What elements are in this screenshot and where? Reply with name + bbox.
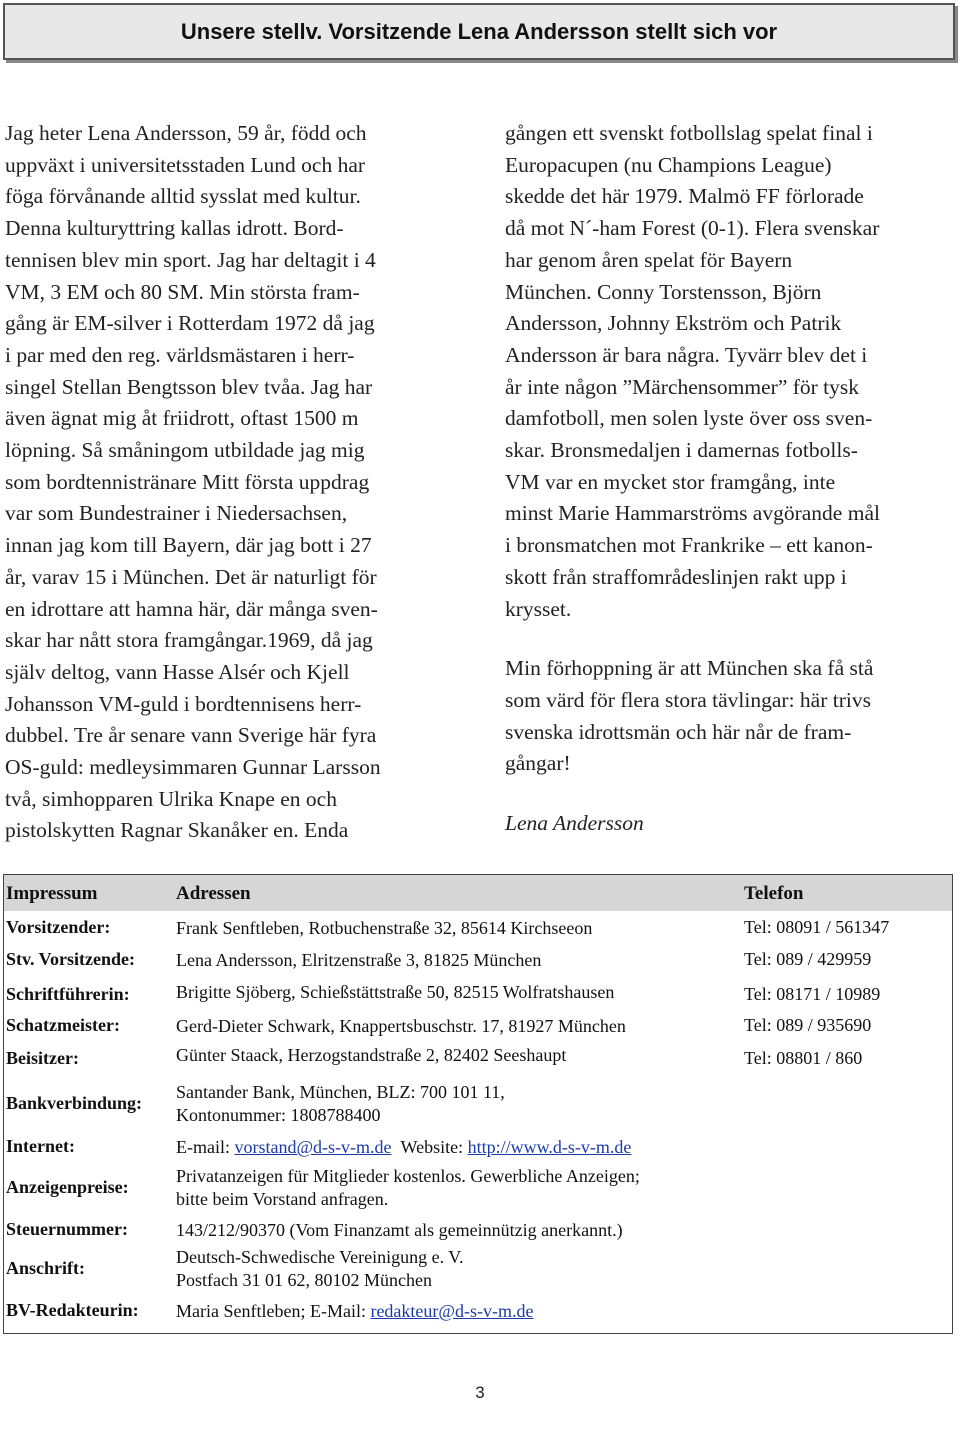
row-phone: Tel: 089 / 429959	[744, 949, 872, 969]
row-address: Brigitte Sjöberg, Schießstättstraße 50, 82515 Wolfratshausen	[176, 982, 615, 1002]
row-phone: Tel: 08801 / 860	[744, 1048, 863, 1068]
row-label: Schriftführerin:	[6, 984, 130, 1004]
row-address-line1: Santander Bank, München, BLZ: 700 101 11,	[176, 1082, 505, 1102]
row-address	[176, 1300, 533, 1323]
article-right-column	[505, 118, 955, 840]
row-address-line1: Deutsch-Schwedische Vereinigung e. V.	[176, 1247, 464, 1267]
row-label: Anschrift:	[6, 1258, 85, 1278]
row-label: Internet:	[6, 1136, 75, 1156]
row-phone: Tel: 08091 / 561347	[744, 917, 890, 937]
email-link[interactable]: vorstand@d-s-v-m.de	[234, 1137, 392, 1157]
article-paragraph-right-2: Min förhoppning är att München ska få stå som värd för flera stora tävlingar: här trivs svenska idrottsmän och här når de fram- gångar!	[505, 656, 874, 776]
article-left-column	[5, 118, 475, 847]
row-label: Anzeigenpreise:	[6, 1177, 129, 1197]
row-address: Lena Andersson, Elritzenstraße 3, 81825 München	[176, 950, 542, 970]
article-paragraph-left: Jag heter Lena Andersson, 59 år, född och uppväxt i universitetsstaden Lund och har föga förvånande alltid sysslat med kultur. Denna kulturyttring kallas idrott. Bord- tennisen blev min sport. Jag har deltagit i 4 VM, 3 EM och 80 SM. Min största fram- gång är EM-silver i Rotterdam 1972 då jag i par med den reg. världsmästaren i herr- singel Stellan Bengtsson blev tvåa. Jag har även ägnat mig åt friidrott, oftast 1500 m löpning. Så småningom utbildade jag mig som bordtennistränare Mitt första uppdrag var som Bundestrainer i Niedersachsen, innan jag kom till Bayern, där jag bott i 27 år, varav 15 i München. Det är naturligt för en idrottare att hamna här, där många sven- skar har nått stora framgångar.1969, då jag själv deltog, vann Hasse Alsér och Kjell Johansson VM-guld i bordtennisens herr- dubbel. Tre år senare vann Sverige här fyra OS-guld: medleysimmaren Gunnar Larsson två, simhopparen Ulrika Knape en och pistolskytten Ragnar Skanåker en. Enda	[5, 121, 381, 843]
website-prefix: Website:	[400, 1137, 468, 1157]
row-address-line2: Postfach 31 01 62, 80102 München	[176, 1270, 432, 1290]
row-address-line2: Kontonummer: 1808788400	[176, 1105, 381, 1125]
title-banner	[3, 3, 955, 60]
row-phone: Tel: 08171 / 10989	[744, 984, 881, 1004]
row-label: Beisitzer:	[6, 1048, 79, 1068]
email-prefix: E-mail:	[176, 1137, 235, 1157]
row-address: Frank Senftleben, Rotbuchenstraße 32, 85614 Kirchseeon	[176, 918, 593, 938]
article-paragraph-right-1: gången ett svenskt fotbollslag spelat final i Europacupen (nu Champions League) skedde det här 1979. Malmö FF förlorade då mot N´-ham Forest (0-1). Flera svenskar har genom åren spelat för Bayern München. Conny Torstensson, Björn Andersson, Johnny Ekström och Patrik Andersson är bara några. Tyvärr blev det i år inte någon ”Märchensommer” för tysk damfotboll, men solen lyste över oss sven- skar. Bronsmedaljen i damernas fotbolls- VM var en mycket stor framgång, inte minst Marie Hammarströms avgörande mål i bronsmatchen mot Frankrike – ett kanon- skott från straffområdeslinjen rakt upp i krysset.	[505, 121, 880, 621]
row-label: Steuernummer:	[6, 1219, 128, 1239]
article-signature: Lena Andersson	[505, 811, 644, 836]
impressum-header-label: Impressum	[6, 883, 98, 904]
row-label: Vorsitzender:	[6, 917, 111, 937]
impressum-table	[3, 874, 953, 1334]
row-label: Schatzmeister:	[6, 1015, 120, 1035]
editor-prefix: Maria Senftleben; E-Mail:	[176, 1301, 371, 1321]
row-label: Bankverbindung:	[6, 1093, 143, 1113]
row-address	[176, 1136, 631, 1159]
row-address: 143/212/90370 (Vom Finanzamt als gemeinnützig anerkannt.)	[176, 1220, 623, 1240]
page-title: Unsere stellv. Vorsitzende Lena Andersson stellt sich vor	[180, 18, 778, 44]
impressum-header-row	[4, 875, 952, 911]
editor-email-link[interactable]: redakteur@d-s-v-m.de	[370, 1301, 534, 1321]
website-link[interactable]: http://www.d-s-v-m.de	[467, 1137, 632, 1157]
row-label: BV-Redakteurin:	[6, 1300, 139, 1320]
row-phone: Tel: 089 / 935690	[744, 1015, 872, 1035]
impressum-header-address: Adressen	[176, 883, 251, 904]
impressum-header-phone: Telefon	[744, 883, 804, 904]
row-address-line1: Privatanzeigen für Mitglieder kostenlos. Gewerbliche Anzeigen;	[176, 1166, 640, 1186]
page-number: 3	[475, 1383, 485, 1402]
row-label: Stv. Vorsitzende:	[6, 949, 136, 969]
row-address: Günter Staack, Herzogstandstraße 2, 82402 Seeshaupt	[176, 1045, 567, 1065]
row-address-line2: bitte beim Vorstand anfragen.	[176, 1189, 389, 1209]
row-address: Gerd-Dieter Schwark, Knappertsbuschstr. 17, 81927 München	[176, 1016, 626, 1036]
